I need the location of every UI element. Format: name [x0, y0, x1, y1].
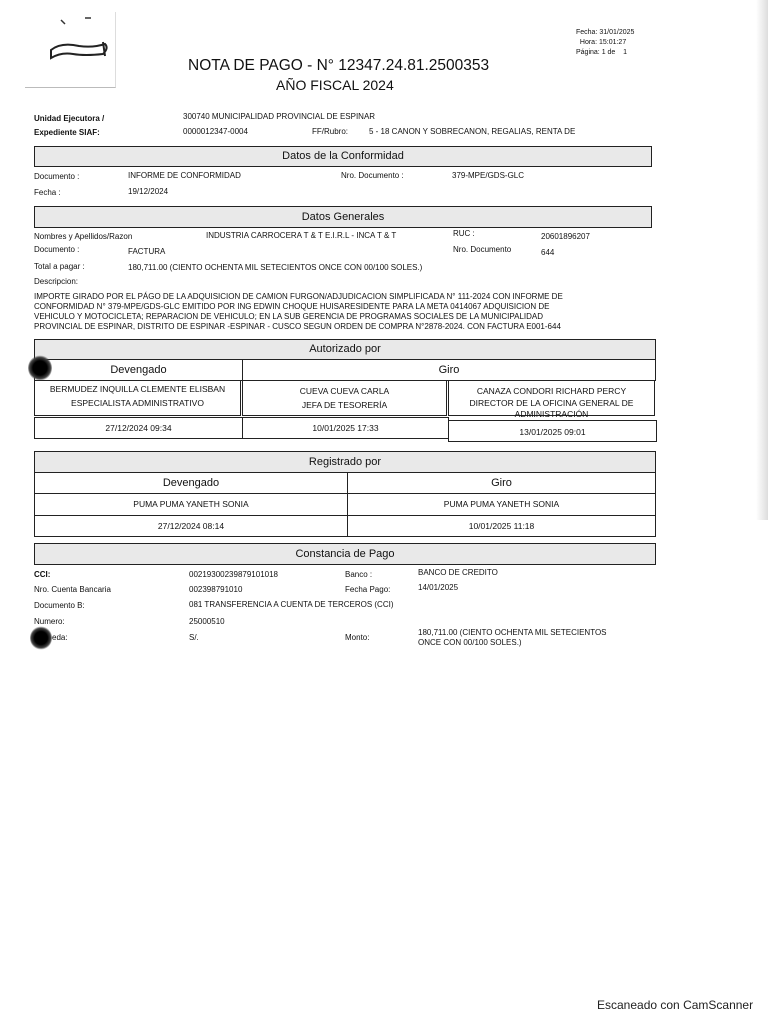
monto-value [418, 628, 607, 648]
autorizado-giro1-name: CUEVA CUEVA CARLA [299, 386, 390, 396]
unidad-label: Unidad Ejecutora / [34, 114, 105, 123]
autorizado-dev-person [34, 380, 241, 416]
scan-hole-mark [28, 355, 52, 381]
autorizado-giro2-date-cell [448, 420, 657, 442]
autorizado-giro-header [242, 359, 656, 381]
numero-value: 25000510 [189, 617, 225, 626]
autorizado-giro1-role: JEFA DE TESORERÍA [301, 400, 388, 410]
constancia-section-header [34, 543, 656, 565]
ff-label: FF/Rubro: [312, 127, 349, 136]
dg-nro-value: 644 [541, 248, 555, 257]
autorizado-title: Autorizado por [309, 343, 381, 355]
dg-documento-value: FACTURA [128, 247, 166, 256]
autorizado-dev-date-cell [34, 417, 243, 439]
scan-hole-mark [30, 626, 52, 650]
conf-fecha-value: 19/12/2024 [128, 187, 169, 196]
total-value: 180,711.00 (CIENTO OCHENTA MIL SETECIENTOS ONCE CON 00/100 SOLES.) [128, 263, 423, 272]
autorizado-giro1-date: 10/01/2025 17:33 [312, 423, 379, 433]
registrado-devengado-label: Devengado [162, 477, 220, 489]
registrado-giro-name-cell [347, 493, 656, 516]
autorizado-giro2-name: CANAZA CONDORI RICHARD PERCY [476, 386, 627, 396]
conf-documento-label: Documento : [34, 172, 80, 181]
meta-block [576, 28, 634, 58]
documento-b-label: Documento B: [34, 601, 85, 610]
registrado-dev-date-cell [34, 515, 348, 537]
conf-nro-value: 379-MPE/GDS-GLC [452, 171, 525, 180]
autorizado-giro2-role-cont: ADMINISTRACIÓN [514, 409, 589, 419]
scan-edge-shadow [756, 0, 768, 520]
descripcion-line: IMPORTE GIRADO POR EL PÁGO DE LA ADQUISICION DE CAMION FURGON/ADJUDICACION SIMPLIFICADA N° 111-2024 CON INFORME DE [34, 292, 563, 301]
monto-line: ONCE CON 00/100 SOLES.) [418, 638, 522, 647]
autorizado-giro1-date-cell [242, 417, 449, 439]
meta-pagina: 1 de [601, 49, 616, 56]
page-subtitle: AÑO FISCAL 2024 [276, 77, 394, 93]
autorizado-dev-name: BERMUDEZ INQUILLA CLEMENTE ELISBAN [49, 384, 226, 394]
meta-fecha-label: Fecha: [576, 29, 598, 36]
autorizado-giro1-person [242, 380, 447, 416]
autorizado-dev-role: ESPECIALISTA ADMINISTRATIVO [71, 398, 204, 408]
banco-label: Banco : [345, 570, 373, 579]
datos-generales-section-header [34, 206, 652, 228]
ruc-value: 20601896207 [541, 232, 590, 241]
autorizado-giro2-date: 13/01/2025 09:01 [519, 427, 586, 437]
registrado-giro-label: Giro [491, 477, 512, 489]
ff-value: 5 - 18 CANON Y SOBRECANON, REGALIAS, RENTA DE [369, 127, 576, 136]
meta-fecha: 31/01/2025 [599, 29, 635, 36]
autorizado-giro2-person [448, 380, 655, 419]
unidad-value: 300740 MUNICIPALIDAD PROVINCIAL DE ESPINAR [183, 112, 376, 121]
banco-value: BANCO DE CREDITO [418, 568, 498, 577]
autorizado-devengado-label: Devengado [110, 364, 167, 376]
numero-label: Numero: [34, 617, 65, 626]
constancia-title: Constancia de Pago [295, 548, 395, 560]
logo-area [25, 12, 116, 88]
autorizado-dev-date: 27/12/2024 09:34 [105, 423, 172, 433]
autorizado-section-header [34, 339, 656, 360]
expediente-value: 0000012347-0004 [183, 127, 248, 136]
cci-label: CCI: [34, 570, 51, 579]
dg-documento-label: Documento : [34, 245, 80, 254]
autorizado-giro-label: Giro [438, 364, 460, 376]
registrado-title: Registrado por [308, 456, 382, 468]
fecha-pago-label: Fecha Pago: [345, 585, 391, 594]
dg-nro-label: Nro. Documento [453, 245, 512, 254]
descripcion-line: VEHICULO Y MOTOCICLETA; REPARACION DE VEHICULO; EN LA SUB GERENCIA DE PROGRAMAS SOCIALES DE LA MUNICIPALIDAD [34, 312, 544, 321]
conf-nro-label: Nro. Documento : [341, 171, 404, 180]
registrado-dev-date: 27/12/2024 08:14 [157, 521, 225, 531]
registrado-dev-name-cell [34, 493, 348, 516]
conformidad-title: Datos de la Conformidad [282, 150, 404, 162]
conf-documento-value: INFORME DE CONFORMIDAD [128, 171, 241, 180]
autorizado-devengado-header [34, 359, 243, 381]
descripcion-line: PROVINCIAL DE ESPINAR, DISTRITO DE ESPINAR -ESPINAR - CUSCO SEGUN ORDEN DE COMPRA N°2878-2024. CON FACTURA E001-644 [34, 322, 561, 331]
camscanner-watermark: Escaneado con CamScanner [597, 998, 754, 1012]
monto-line: 180,711.00 (CIENTO OCHENTA MIL SETECIENTOS [418, 628, 607, 637]
registrado-devengado-header [34, 472, 348, 494]
cuenta-label: Nro. Cuenta Bancaria [34, 585, 111, 594]
meta-pagina-label: Página: [576, 49, 600, 56]
meta-pagina-total: 1 [623, 49, 628, 56]
meta-hora-label: Hora: [579, 39, 598, 46]
cci-value: 00219300239879101018 [189, 570, 278, 579]
documento-b-value: 081 TRANSFERENCIA A CUENTA DE TERCEROS (CCI) [189, 600, 394, 609]
moneda-label: eda: [52, 633, 68, 642]
registrado-giro-date: 10/01/2025 11:18 [468, 521, 535, 531]
monto-label: Monto: [345, 633, 370, 642]
conf-fecha-label: Fecha : [34, 188, 61, 197]
nombres-label: Nombres y Apellidos/Razon [34, 232, 133, 241]
fecha-pago-value: 14/01/2025 [418, 583, 459, 592]
registrado-dev-name: PUMA PUMA YANETH SONIA [133, 499, 249, 509]
autorizado-giro2-role: DIRECTOR DE LA OFICINA GENERAL DE [469, 398, 634, 408]
registrado-giro-date-cell [347, 515, 656, 537]
page-title: NOTA DE PAGO - N° 12347.24.81.2500353 [188, 57, 490, 74]
moneda-value: S/. [189, 633, 199, 642]
logo-scribble-icon [25, 12, 115, 87]
registrado-giro-name: PUMA PUMA YANETH SONIA [443, 499, 560, 509]
conformidad-section-header [34, 146, 652, 167]
cuenta-value: 002398791010 [189, 585, 243, 594]
registrado-section-header [34, 451, 656, 473]
registrado-giro-header [347, 472, 656, 494]
descripcion-text [34, 292, 563, 332]
nombres-value: INDUSTRIA CARROCERA T & T E.I.R.L - INCA T & T [206, 231, 397, 240]
datos-generales-title: Datos Generales [301, 211, 385, 223]
meta-hora: 15:01:27 [598, 39, 627, 46]
expediente-label: Expediente SIAF: [34, 128, 100, 137]
total-label: Total a pagar : [34, 262, 85, 271]
descripcion-label: Descripcion: [34, 277, 79, 286]
ruc-label: RUC : [453, 229, 475, 238]
descripcion-line: CONFORMIDAD N° 379-MPE/GDS-GLC EMITIDO POR ING EDWIN CHOQUE HUISARESIDENTE PARA LA META 0414067 ADQUISICION DE [34, 302, 550, 311]
